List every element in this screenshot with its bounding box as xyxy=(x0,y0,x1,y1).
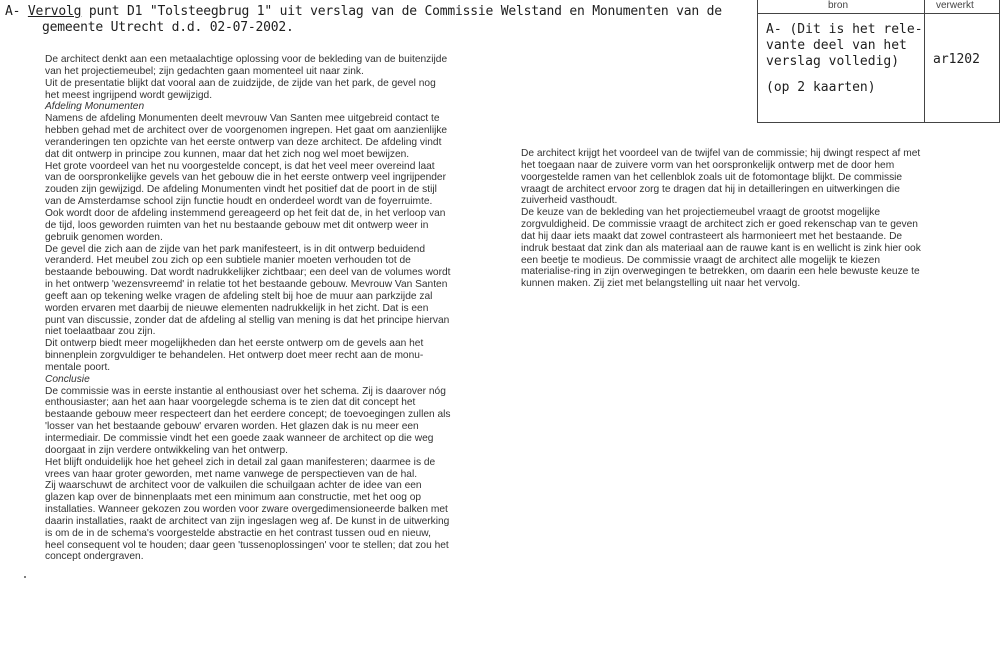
stamp-cards-note: (op 2 kaarten) xyxy=(766,80,876,95)
paragraph-conclusie: De commissie was in eerste instantie al enthousiast over het schema. Zij is daarover nóg enthousiaster; aan het aan haar voorgelegde schema is te zien dat dit concept het bestaande gebouw meer respecteert dan het eerdere concept; de toevoegingen zullen als 'losser van het bestaande gebouw' ervaren worden. Het glazen dak is nu meer een intermediair. De commissie vindt het een goede zaak wanneer de architect op die weg doorgaat in zijn verdere ontwikkeling van het ontwerp. Het blijft onduidelijk hoe het geheel zich in detail zal gaan manifesteren; daarmee is de vrees van haar groter geworden, met name vanwege de perspectieven van de hal. Zij waarschuwt de architect voor de valkuilen die schuilgaan achter de idee van een glazen kap over de binnenplaats met een minimum aan constructie, met het oog op installaties. Wanneer gekozen zou worden voor zware overgedimensioneerde balken met daarin installaties, raakt de architect van zijn ingeslagen weg af. De kunst in de uitwerking is om de in de schema's voorgestelde abstractie en het contrast tussen oud en nieuw, heel consequent vol te houden; daar geen 'tussenoplossingen' voor te stellen; dat zou het concept ondergraven. xyxy=(45,385,451,563)
archive-stamp xyxy=(757,0,1000,123)
right-text-column xyxy=(521,148,953,290)
header-title: punt D1 "Tolsteegbrug 1" uit verslag van de Commissie Welstand en Monumenten van de xyxy=(81,4,722,19)
header-vervolg: Vervolg xyxy=(27,4,82,19)
header-subtitle: gemeente Utrecht d.d. 02-07-2002. xyxy=(42,20,294,35)
paragraph-monumenten: Namens de afdeling Monumenten deelt mevrouw Van Santen mee uitgebreid contact te hebben gehad met de architect over de voorgenomen ingrepen. Het gaat om aanzienlijke veranderingen ten opzichte van het eerste ontwerp van deze architect. De afdeling vindt dat dit ontwerp in principe zou kunnen, maar dat het zich nog wel moet bewijzen. Het grote voordeel van het nu voorgestelde concept, is dat het veel meer overeind laat van de oorspronkelijke gevels van het gebouw die in het eerste ontwerp veel ingrijpender zouden zijn gewijzigd. De afdeling Monumenten vindt het positief dat de poort in de stijl van de Amsterdamse school zijn functie houdt en onderdeel wordt van de foyerruimte. Ook wordt door de afdeling instemmend gereageerd op het feit dat de, in het verloop van de tijd, loos geworden ruimten van het nu bestaande gebouw met dit ontwerp weer in gebruik genomen worden. De gevel die zich aan de zijde van het park manifesteert, is in dit ontwerp beduidend veranderd. Het meubel zou zich op een subtiele manier moeten verhouden tot de bestaande bebouwing. Dat wordt nadrukkelijker zichtbaar; een deel van de volumes wordt in het ontwerp 'wezensvreemd' in relatie tot het bestaande gebouw. Mevrouw Van Santen geeft aan op tekening welke vragen de afdeling stelt bij hoe de muur aan parkzijde zal worden ervaren met daarbij de nieuwe elementen nadrukkelijk in het zicht. Dat is een punt van discussie, zonder dat de afdeling al stellig van mening is dat het principe hiervan niet toelaatbaar zou zijn. Dit ontwerp biedt meer mogelijkheden dan het eerste ontwerp om de gevels aan het binnenplein zorgvuldiger te behandelen. Het ontwerp doet meer recht aan de monu- mentale poort. xyxy=(45,113,451,373)
stamp-bron-label: bron xyxy=(828,0,849,11)
paragraph-continuation: De architect krijgt het voordeel van de twijfel van de commissie; hij dwingt respect af met het toegaan naar de zuivere vorm van het oorspronkelijk ontwerp met de door hem voorgestelde ramen van het cellenblok zoals uit de fotomontage blijkt. De commissie vraagt de architect ervoor zorg te dragen dat hij in detailleringen en uitwerkingen die zuiverheid vasthoudt. De keuze van de bekleding van het projectiemeubel vraagt de grootst mogelijke zorgvuldigheid. De commissie vraagt de architect zich er goed rekenschap van te geven dat hij daar iets maakt dat zowel contrasteert als harmonieert met het bestaande. De indruk bestaat dat zink dan als materiaal aan de rauwe kant is en wellicht is zink hier ook een beetje te modieus. De commissie vraagt de architect alle mogelijk te kiezen materialise-ring in zijn overwegingen te betrekken, om daarin een hele bewuste keuze te kunnen maken. Zij ziet met belangstelling uit naar het vervolg. xyxy=(521,148,921,290)
heading-conclusie: Conclusie xyxy=(45,373,90,385)
document-header xyxy=(5,4,722,19)
stamp-note: A- (Dit is het rele- vante deel van het verslag volledig) xyxy=(766,22,923,69)
stamp-divider-vertical xyxy=(924,0,925,122)
stamp-verwerkt-label: verwerkt xyxy=(936,0,974,11)
left-text-column xyxy=(45,54,475,563)
stamp-divider-horizontal xyxy=(758,13,999,14)
heading-afdeling-monumenten: Afdeling Monumenten xyxy=(45,101,145,113)
paragraph-intro: De architect denkt aan een metaalachtige oplossing voor de bekleding van de buitenzijde van het projectiemeubel; zijn gedachten gaan momenteel uit naar zink. Uit de presentatie blijkt dat vooral aan de zuidzijde, de zijde van het park, de gevel nog het meest ingrijpend wordt gewijzigd. xyxy=(45,54,448,101)
scan-speck xyxy=(24,576,26,578)
header-prefix: A- xyxy=(5,4,28,19)
stamp-code: ar1202 xyxy=(933,52,980,67)
